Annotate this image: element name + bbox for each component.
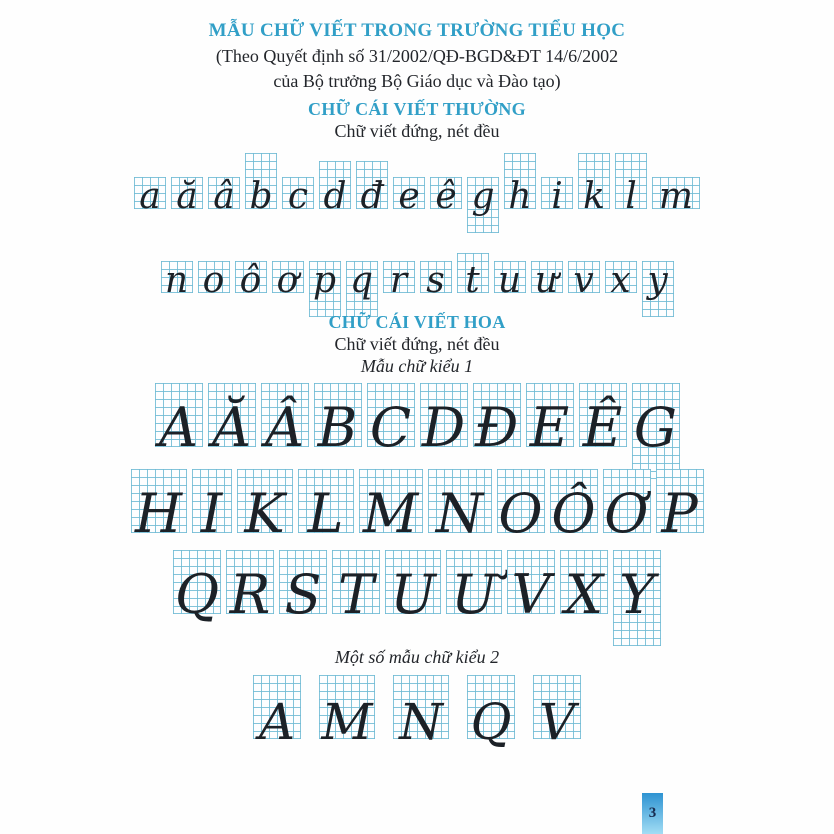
letter-glyph: p (312, 260, 337, 301)
letter-grid-tile-b (245, 153, 277, 217)
letter-glyph: L (307, 482, 344, 545)
uppercase-section-heading: CHỮ CÁI VIẾT HOA (328, 312, 506, 332)
letter-grid-tile-Ă (208, 383, 256, 459)
page-title: MẪU CHỮ VIẾT TRONG TRƯỜNG TIỂU HỌC (208, 20, 626, 41)
letter-glyph: ă (176, 176, 198, 217)
letter-glyph: C (369, 396, 412, 459)
letter-glyph: B (317, 396, 358, 459)
letter-glyph: â (213, 176, 235, 217)
subtitle-line-1: (Theo Quyết định số 31/2002/QĐ-BGD&ĐT 14/6/2002 (215, 46, 619, 66)
letter-grid-tile-â (208, 176, 240, 217)
letter-grid-tile-ơ (272, 260, 304, 301)
letter-glyph: ơ (276, 260, 299, 301)
letter-glyph: M (321, 693, 373, 751)
letter-grid-tile-V (507, 550, 555, 626)
letter-grid-tile-M (359, 469, 423, 545)
letter-glyph: E (529, 396, 570, 459)
letter-glyph: e (398, 176, 420, 217)
letter-glyph: S (284, 563, 322, 626)
letter-grid-tile-ư (531, 260, 563, 301)
uppercase-letter-row-3 (0, 550, 834, 626)
letter-grid-tile-N (428, 469, 492, 545)
letter-glyph: N (399, 693, 443, 751)
letter-glyph: ô (239, 260, 262, 301)
letter-glyph: Ê (582, 396, 623, 459)
letter-glyph: T (337, 563, 375, 626)
letter-grid-tile-e (393, 176, 425, 217)
letter-grid-tile-đ (356, 161, 388, 217)
letter-grid-tile-r (383, 260, 415, 301)
letter-grid-tile-K (237, 469, 293, 545)
letter-grid-tile-t (457, 253, 489, 301)
letter-grid-tile-i (541, 176, 573, 217)
letter-grid-tile-Q (173, 550, 221, 626)
letter-glyph: Q (174, 563, 220, 626)
style2-letter-row (0, 673, 834, 751)
letter-glyph: Ơ (604, 482, 649, 545)
uppercase-section-subheading: Chữ viết đứng, nét đều (334, 334, 500, 354)
letter-grid-tile-ă (171, 176, 203, 217)
style1-label: Mẫu chữ kiểu 1 (360, 356, 474, 376)
letter-grid-tile-x (605, 260, 637, 301)
letter-grid-tile-U (385, 550, 441, 626)
letter-glyph: K (244, 482, 285, 545)
letter-grid-tile-A (155, 383, 203, 459)
letter-grid-tile-v (568, 260, 600, 301)
letter-glyph: h (508, 176, 532, 217)
letter-glyph: G (633, 396, 678, 459)
letter-glyph: đ (360, 176, 384, 217)
letter-glyph: u (497, 260, 522, 301)
letter-grid-tile-d (319, 161, 351, 217)
lowercase-section-heading: CHỮ CÁI VIẾT THƯỜNG (308, 99, 526, 119)
letter-grid-tile-Ư (446, 550, 502, 626)
letter-grid-tile-V (533, 675, 581, 751)
letter-glyph: V (511, 563, 551, 626)
letter-grid-tile-k (578, 153, 610, 217)
letter-glyph: Q (470, 693, 512, 751)
letter-glyph: y (647, 260, 668, 301)
letter-grid-tile-Q (467, 675, 515, 751)
letter-glyph: Ô (551, 482, 596, 545)
letter-grid-tile-S (279, 550, 327, 626)
letter-grid-tile-Ê (579, 383, 627, 459)
letter-grid-tile-C (367, 383, 415, 459)
letter-grid-tile-A (253, 675, 301, 751)
letter-glyph: d (323, 176, 347, 217)
letter-grid-tile-Ơ (603, 469, 651, 545)
subtitle-line-2: của Bộ trưởng Bộ Giáo dục và Đào tạo) (273, 71, 561, 91)
letter-glyph: m (658, 176, 694, 217)
letter-grid-tile-L (298, 469, 354, 545)
letter-glyph: b (249, 176, 273, 217)
letter-grid-tile-X (560, 550, 608, 626)
letter-glyph: Ă (212, 396, 251, 459)
letter-glyph: Ư (451, 563, 497, 626)
letter-grid-tile-ô (235, 260, 267, 301)
letter-glyph: v (573, 260, 594, 301)
letter-grid-tile-s (420, 260, 452, 301)
letter-glyph: t (465, 260, 480, 301)
letter-glyph: X (564, 563, 604, 626)
letter-glyph: P (661, 482, 698, 545)
letter-glyph: Â (265, 396, 304, 459)
letter-grid-tile-O (497, 469, 545, 545)
letter-glyph: Y (619, 563, 655, 626)
letter-glyph: N (435, 482, 484, 545)
letter-glyph: ư (534, 260, 559, 301)
letter-glyph: k (583, 176, 605, 217)
letter-grid-tile-N (393, 675, 449, 751)
letter-grid-tile-M (319, 675, 375, 751)
page-number: 3 (648, 805, 657, 821)
letter-glyph: r (389, 260, 408, 301)
letter-glyph: O (498, 482, 543, 545)
uppercase-letter-row-2 (0, 469, 834, 545)
lowercase-section-subheading: Chữ viết đứng, nét đều (334, 121, 500, 141)
letter-glyph: a (139, 176, 161, 217)
letter-grid-tile-G (632, 383, 680, 479)
letter-grid-tile-R (226, 550, 274, 626)
letter-glyph: I (200, 482, 223, 545)
letter-glyph: g (471, 176, 495, 217)
lowercase-letter-row-2 (0, 229, 834, 301)
letter-glyph: q (349, 260, 374, 301)
letter-grid-tile-y (642, 261, 674, 317)
letter-grid-tile-Y (613, 550, 661, 646)
letter-grid-tile-H (131, 469, 187, 545)
letter-glyph: U (390, 563, 436, 626)
letter-glyph: ê (435, 176, 457, 217)
letter-glyph: c (287, 176, 309, 217)
letter-grid-tile-Ô (550, 469, 598, 545)
letter-grid-tile-u (494, 260, 526, 301)
lowercase-letter-row-1 (0, 145, 834, 217)
letter-glyph: A (159, 396, 198, 459)
letter-grid-tile-g (467, 177, 499, 233)
letter-grid-tile-I (192, 469, 232, 545)
letter-grid-tile-Â (261, 383, 309, 459)
letter-grid-tile-c (282, 176, 314, 217)
letter-glyph: s (426, 260, 445, 301)
letter-glyph: R (229, 563, 271, 626)
letter-grid-tile-Đ (473, 383, 521, 459)
letter-glyph: M (362, 482, 419, 545)
letter-grid-tile-m (652, 176, 700, 217)
letter-glyph: Đ (474, 396, 519, 459)
letter-grid-tile-T (332, 550, 380, 626)
letter-grid-tile-o (198, 260, 230, 301)
letter-grid-tile-P (656, 469, 704, 545)
letter-glyph: V (538, 693, 576, 751)
letter-grid-tile-n (161, 260, 193, 301)
letter-grid-tile-D (420, 383, 468, 459)
letter-glyph: A (258, 693, 296, 751)
page-number-tab (642, 793, 663, 834)
letter-glyph: o (202, 260, 225, 301)
letter-glyph: H (134, 482, 183, 545)
letter-glyph: l (625, 176, 637, 217)
letter-grid-tile-E (526, 383, 574, 459)
letter-glyph: i (551, 176, 563, 217)
letter-grid-tile-l (615, 153, 647, 217)
letter-glyph: n (164, 260, 189, 301)
letter-grid-tile-ê (430, 176, 462, 217)
uppercase-letter-row-1 (0, 383, 834, 459)
letter-glyph: x (610, 260, 631, 301)
letter-grid-tile-q (346, 261, 378, 317)
letter-grid-tile-p (309, 261, 341, 317)
letter-grid-tile-B (314, 383, 362, 459)
letter-glyph: D (421, 396, 466, 459)
style2-label: Một số mẫu chữ kiểu 2 (334, 647, 500, 667)
letter-grid-tile-a (134, 176, 166, 217)
letter-grid-tile-h (504, 153, 536, 217)
